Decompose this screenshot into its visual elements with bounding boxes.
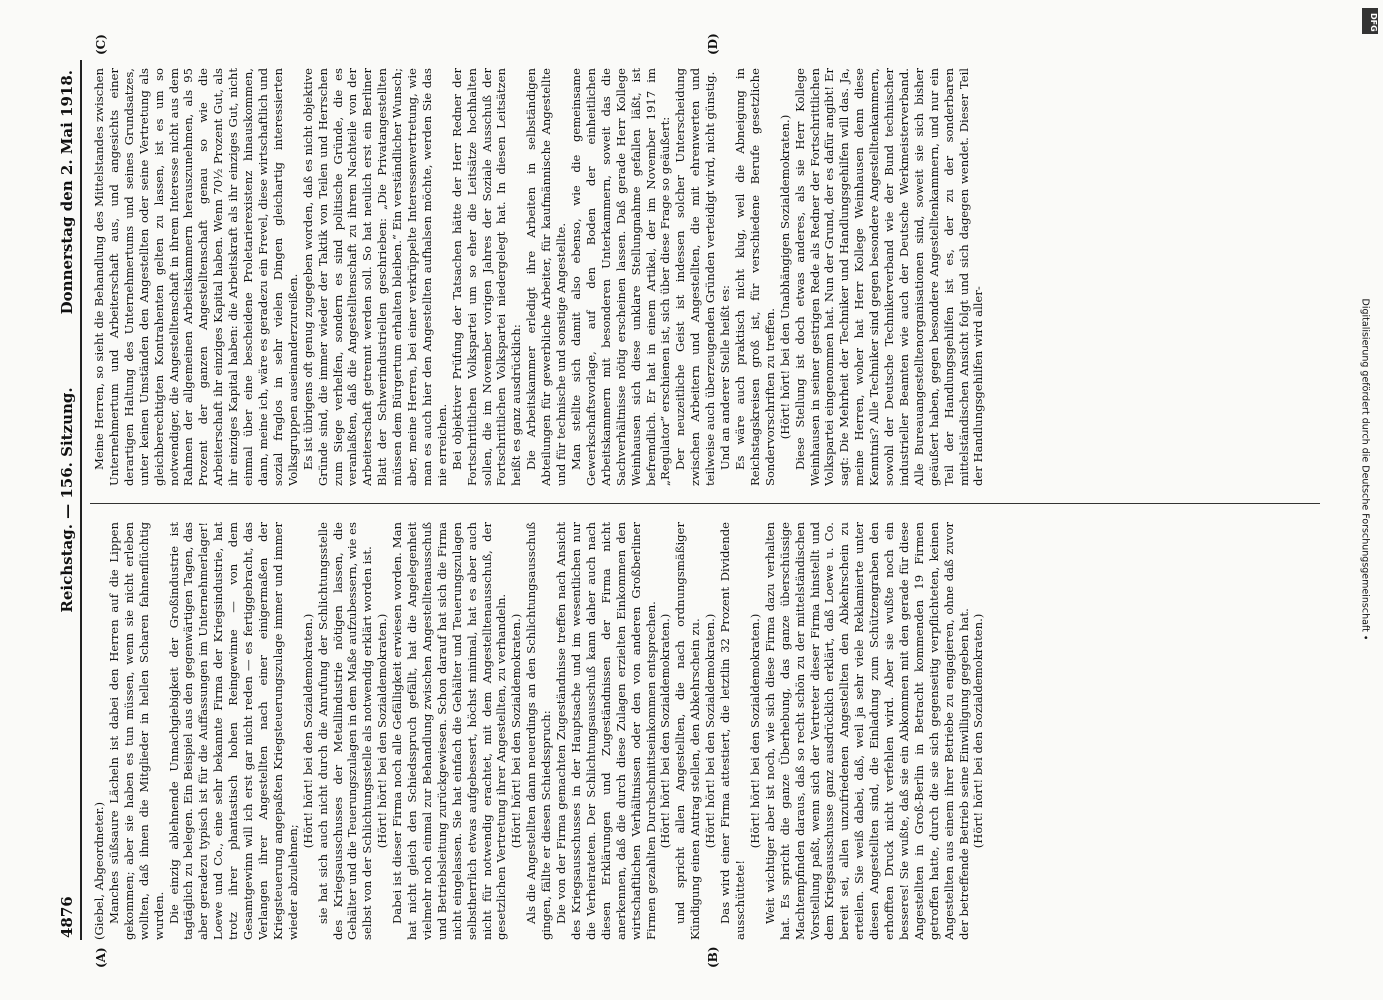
right-column-paragraph: Es wäre auch praktisch nicht klug, weil die Abneigung in Reichstagskreisen groß ist, für verschiedene Berufe gesetzliche Sondervorschriften zu treffen.: [732, 68, 777, 486]
left-column-paragraph: (Hört! hört! bei den Sozialdemokraten.): [300, 613, 315, 849]
left-column-paragraph: Weit wichtiger aber ist noch, wie sich diese Firma dazu verhalten hat. Es spricht die ganze Überhebung, das ganze überschüssige Machtempfinden daraus, daß so recht schön zu der mittelständischen Vorstellung paßt, wenn sich der Vertreter dieser Firma hinstellt und dem Kriegsausschusse ganz ausdrücklich erklärt, daß Loewe u. Co. bereit sei, allen unzufriedenen Angestellten den Abkehrschein zu erteilen. Sie weiß dabei, daß, weil ja sehr viele Reklamierte unter diesen Angestellten sind, die Einladung zum Schützengraben den erhofften Druck nicht verfehlen wird. Aber sie wußte noch ein besseres! Sie wußte, daß sie ein Abkommen mit den gerade für diese Angestellten in Groß-Berlin in Betracht kommenden 19 Firmen getroffen hatte, durch die sie sich gegenseitig verpflichteten, keinen Angestellten aus einem ihrer Betriebe zu engagieren, ohne daß zuvor der betreffende Betrieb seine Einwilligung gegeben hat.: [762, 522, 971, 940]
left-column-paragraph: Manches süßsaure Lächeln ist dabei den Herren auf die Lippen gekommen; aber sie haben es tun müssen, wenn sie nicht erleben wollten, daß ihnen die Mitglieder in hellen Scharen fahnenflüchtig wurden.: [106, 522, 166, 940]
right-column-paragraph: Man stellte sich damit also ebenso, wie die gemeinsame Gewerkschaftsvorlage, auf den Boden der einheitlichen Arbeitskammern mit besonderen Unterkammern, soweit das die Sachverhältnisse nötig erscheinen lassen. Daß gerade Herr Kollege Weinhausen sich diese unklare Stellungnahme gefallen läßt, ist befremdlich. Er hat in einem Artikel, der im November 1917 im „Regulator“ erschienen ist, sich über diese Frage so geäußert:: [569, 68, 673, 486]
right-column-paragraph: Bei objektiver Prüfung der Tatsachen hätte der Herr Redner der Fortschrittlichen Volkspartei um so eher die Leitsätze hochhalten sollen, die im November vorigen Jahres der Soziale Ausschuß der Fortschrittlichen Volkspartei niedergelegt hat. In diesen Leitsätzen heißt es ganz ausdrücklich:: [449, 68, 524, 486]
margin-marker-d: (D): [706, 33, 720, 55]
left-column-paragraph: (Hört! hört! bei den Sozialdemokraten.): [375, 613, 390, 849]
left-column-paragraph: Die einzig ablehnende Unnachgiebigkeit der Großindustrie ist tagtäglich zu belegen. Ein Beispiel aus den gegenwärtigen Tagen, das aber geradezu typisch ist für die Auffassungen im Unternehmerlager! Loewe und Co., eine sehr bekannte Firma der Kriegsindustrie, hat trotz ihrer phantastisch hohen Reingewinne — von dem Gesamtgewinn will ich erst gar nicht reden — es fertiggebracht, das Verlangen ihrer Angestellten nach einer einigermaßen der Kriegsteuerung angepaßten Kriegsteuerungszulage immer und immer wieder abzulehnen;: [166, 522, 300, 940]
left-column-paragraph: Die von der Firma gemachten Zugeständnisse treffen nach Ansicht des Kriegsausschusses in der Hauptsache und im wesentlichen nur die Verheirateten. Der Schlichtungsausschuß kann daher auch nach diesen Erklärungen und Zugeständnissen der Firma nicht anerkennen, daß die durch diese Zulagen erzielten Einkommen den wirtschaftlichen Verhältnissen oder den von anderen Großberliner Firmen gezahlten Durchschnittseinkommen entsprechen.: [554, 522, 658, 940]
left-column-paragraph: Das wird einer Firma attestiert, die letztlin 32 Prozent Dividende ausschüttete!: [718, 522, 747, 940]
session-title: Reichstag. — 156. Sitzung.: [58, 387, 76, 613]
left-column-paragraph: Als die Angestellten dann neuerdings an den Schlichtungsausschuß gingen, fällte er diesen Schiedsspruch:: [524, 522, 554, 940]
left-column-paragraph: (Hört! hört! bei den Sozialdemokraten.): [747, 613, 762, 849]
margin-marker-c: (C): [94, 34, 108, 55]
left-column-paragraph: Dabei ist dieser Firma noch alle Gefälligkeit erwiesen worden. Man hat nicht gleich den Schiedsspruch gefällt, hat die Angelegenheit vielmehr noch einmal zur Behandlung zwischen Angestelltenausschuß und Betriebsleitung zurückgewiesen. Schon darauf hat sich die Firma nicht eingelassen. Sie hat einfach die Gehälter und Teuerungszulagen selbstherrlich etwas aufgebessert, höchst minimal, hat es aber auch nicht für notwendig erachtet, mit dem Angestelltenausschuß, der gesetzlichen Vertretung ihrer Angestellten, zu verhandeln.: [390, 522, 509, 940]
left-column: [92, 522, 1322, 940]
digitization-note-text: Digitalisierung gefördert durch die Deutsche Forschungsgemeinschaft •: [1359, 298, 1371, 641]
column-divider: [90, 503, 1320, 504]
right-column-paragraph: Diese Stellung ist doch etwas anderes, als sie Herr Kollege Weinhausen in seiner gestrigen Rede als Redner der Fortschrittlichen Volkspartei eingenommen hat. Nun der Grund, der es dafür angibt! Er sagt: Die Mehrheit der Techniker und Handlungsgehilfen will das. Ja, meine Herren, woher hat Herr Kollege Weinhausen denn diese Kenntnis? Alle Techniker sind gegen besondere Angestelltenkammern, sowohl der Deutsche Technikerverband wie der Bund technischer industrieller Beamten wie auch der Deutsche Werkmeisterverband. Alle Bureauangestelltenorganisationen sind, soweit sie sich bisher geäußert haben, gegen besondere Angestelltenkammern, und nur ein Teil der Handlungsgehilfen ist es, der zu der sonderbaren mittelständischen Ansicht folgt und sich dagegen wendet. Dieser Teil der Handlungsgehilfen wird aller-: [792, 68, 986, 486]
left-column-paragraph: (Hört! hört! bei den Sozialdemokraten.): [658, 613, 673, 849]
right-column-paragraph: Der neuzeitliche Geist ist indessen solcher Unterscheidung zwischen Arbeitern und Angestellten, die mit ehrenwerten und teilweise auch überzeugenden Gründen verteidigt wird, nicht günstig.: [673, 68, 718, 486]
margin-marker-b: (B): [706, 946, 720, 968]
left-column-paragraph: sie hat sich auch nicht durch die Anrufung der Schlichtungsstelle des Kriegsausschusses der Metallindustrie nötigen lassen, die Gehälter und die Teuerungszulagen in dem Maße aufzubessern, wie es selbst von der Schlichtungsstelle als notwendig erklärt worden ist.: [315, 522, 375, 940]
page-number: 4876: [58, 896, 76, 938]
left-column-paragraph: und spricht allen Angestellten, die nach ordnungsmäßiger Kündigung einen Antrag stellen, den Abkehrschein zu.: [673, 522, 703, 940]
left-column-paragraph: (Hört! hört! bei den Sozialdemokraten.): [509, 613, 524, 849]
right-column: [92, 68, 1322, 486]
right-column-paragraph: Die Arbeitskammer erledigt ihre Arbeiten in selbständigen Abteilungen für gewerbliche Arbeiter, für kaufmännische Angestellte und für technische und sonstige Angestellte.: [524, 68, 569, 486]
right-column-paragraph: Es ist übrigens oft genug zugegeben worden, daß es nicht objektive Gründe sind, die immer wieder der Taktik von Teilen und Herrschen zum Siege verhelfen, sondern es sind politische Gründe, die es veranlaßten, daß die Angestelltenschaft zu ihrem Nachteile von der Arbeiterschaft getrennt werden soll. So hat neulich erst ein Berliner Blatt der Schwerindustriellen geschrieben: „Die Privatangestellten müssen dem Bürgertum erhalten bleiben.“ Ein verständlicher Wunsch; aber, meine Herren, bei einer verkrüppelte Interessenvertretung, wie man es auch hier den Angestellten aufhalsen möchte, werden Sie das nie erreichen.: [300, 68, 449, 486]
right-column-paragraph: (Hört! hört! bei den Unabhängigen Sozialdemokraten.): [777, 114, 792, 440]
right-column-paragraph: Und an anderer Stelle heißt es:: [718, 285, 733, 470]
left-column-paragraph: (Hört! hört! bei den Sozialdemokraten.): [971, 613, 986, 849]
left-column-paragraph: (Giebel, Abgeordneter.): [92, 801, 106, 940]
digitization-note: [1359, 24, 1375, 904]
right-column-paragraph: Meine Herren, so sieht die Behandlung des Mittelstandes zwischen Unternehmertum und Arbeiterschaft aus, und angesichts einer derartigen Haltung des Unternehmertums und seines Grundsatzes, unter keinen Umständen den Angestellten oder seine Vertretung als gleichberechtigten Kontrahenten gelten zu lassen, ist es um so notwendiger, die Angestelltenschaft in ihrem Interesse nicht aus dem Rahmen der allgemeinen Arbeitskammern herauszunehmen, als 95 Prozent der ganzen Angestelltenschaft genau so wie die Arbeiterschaft ihr einziges Kapital haben. Wenn 70½ Prozent Gut, als ihr einziges Kapital haben: die Arbeitskraft als ihr einziges Gut, nicht einmal über eine bescheidene Proletarierexistenz hinauskommen, dann, meine ich, wäre es geradezu ein Frevel, diese wirtschaftlich und sozial fraglos in sehr vielen Dingen gleichartig interessierten Volksgruppen auseinanderzureißen.: [92, 68, 300, 486]
rotated-page: [56, 33, 1326, 968]
page-header: [56, 60, 82, 940]
session-date: Donnerstag den 2. Mai 1918.: [58, 70, 76, 315]
dfg-logo: DFG: [1362, 8, 1378, 34]
margin-marker-a: (A): [94, 947, 108, 968]
left-column-paragraph: (Hört! hört! bei den Sozialdemokraten.): [703, 613, 718, 849]
